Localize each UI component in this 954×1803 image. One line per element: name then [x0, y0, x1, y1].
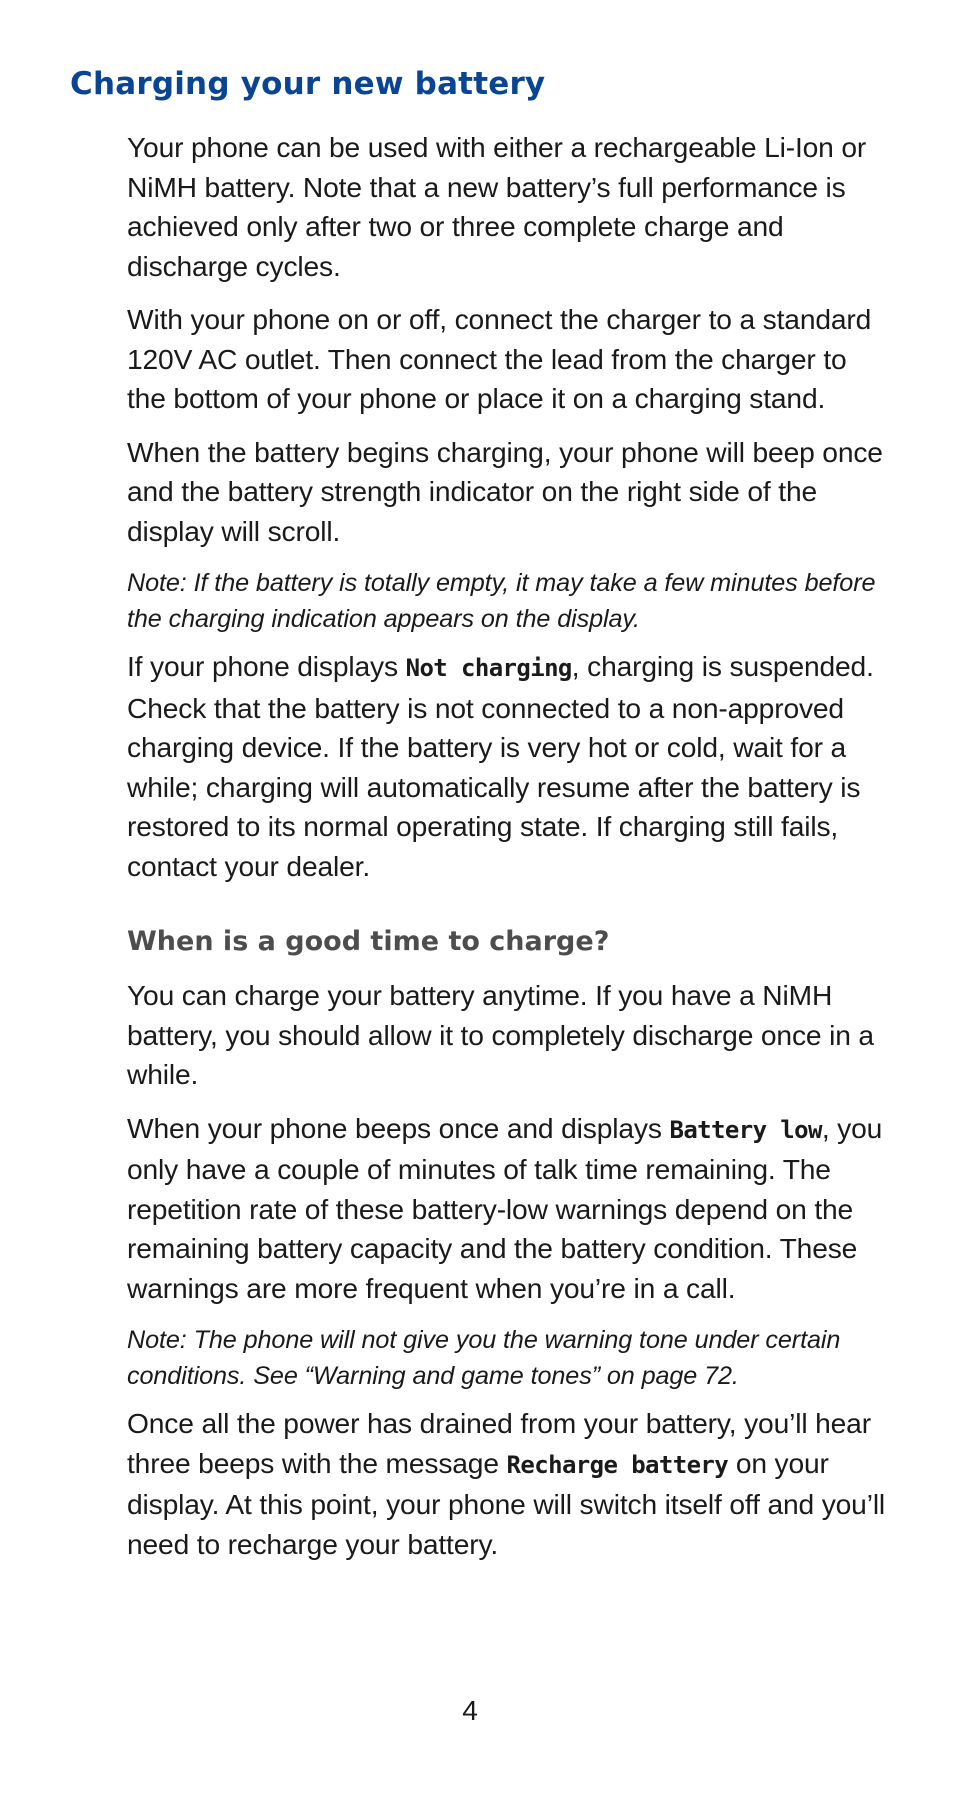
page-content: [127, 128, 887, 1578]
paragraph-charging-indicator: When the battery begins charging, your phone will beep once and the battery strength indicator on the right side of the display will scroll.: [127, 435, 883, 547]
section-title: Charging your new battery: [70, 66, 546, 102]
paragraph-battery-low: [127, 1109, 887, 1309]
paragraph-recharge-battery: [127, 1404, 887, 1564]
paragraph-not-charging: [127, 647, 887, 886]
note-empty-battery: Note: If the battery is totally empty, it may take a few minutes before the charging indication appears on the display.: [127, 569, 876, 633]
subsection-title: When is a good time to charge?: [127, 926, 610, 957]
note-warning-tone: Note: The phone will not give you the warning tone under certain conditions. See “Warning and game tones” on page 72.: [127, 1326, 841, 1390]
text-segment: Once all the power has drained from your battery, you’ll hear three beeps with the message: [127, 1407, 871, 1479]
paragraph-charge-anytime: You can charge your battery anytime. If you have a NiMH battery, you should allow it to completely discharge once in a while.: [127, 979, 874, 1090]
page-number: 4: [462, 1695, 478, 1726]
text-segment: When your phone beeps once and displays: [127, 1111, 670, 1144]
display-message-not-charging: Not charging: [405, 654, 572, 682]
text-segment: , charging is suspended. Check that the battery is not connected to a non-approved charging device. If the battery is very hot or cold, wait for a while; charging will automatically resume after the battery is restored to its normal operating state. If charging still fails, contact your dealer.: [127, 650, 874, 882]
paragraph-connect-charger: With your phone on or off, connect the charger to a standard 120V AC outlet. Then connect the lead from the charger to the bottom of your phone or place it on a charging stand.: [127, 303, 872, 414]
paragraph-battery-types: Your phone can be used with either a rechargeable Li-Ion or NiMH battery. Note that a new battery’s full performance is achieved only after two or three complete charge and discharge cycles.: [127, 131, 867, 282]
text-segment: If your phone displays: [127, 650, 406, 682]
display-message-recharge-battery: Recharge battery: [506, 1450, 729, 1479]
text-segment: , you only have a couple of minutes of talk time remaining. The repetition rate of these battery-low warnings depend on the remaining battery capacity and the battery condition. These warnings are more frequent when you’re in a call.: [127, 1111, 883, 1304]
text-segment: on your display. At this point, your phone will switch itself off and you’ll need to recharge your battery.: [127, 1446, 886, 1560]
display-message-battery-low: Battery low: [669, 1115, 822, 1144]
